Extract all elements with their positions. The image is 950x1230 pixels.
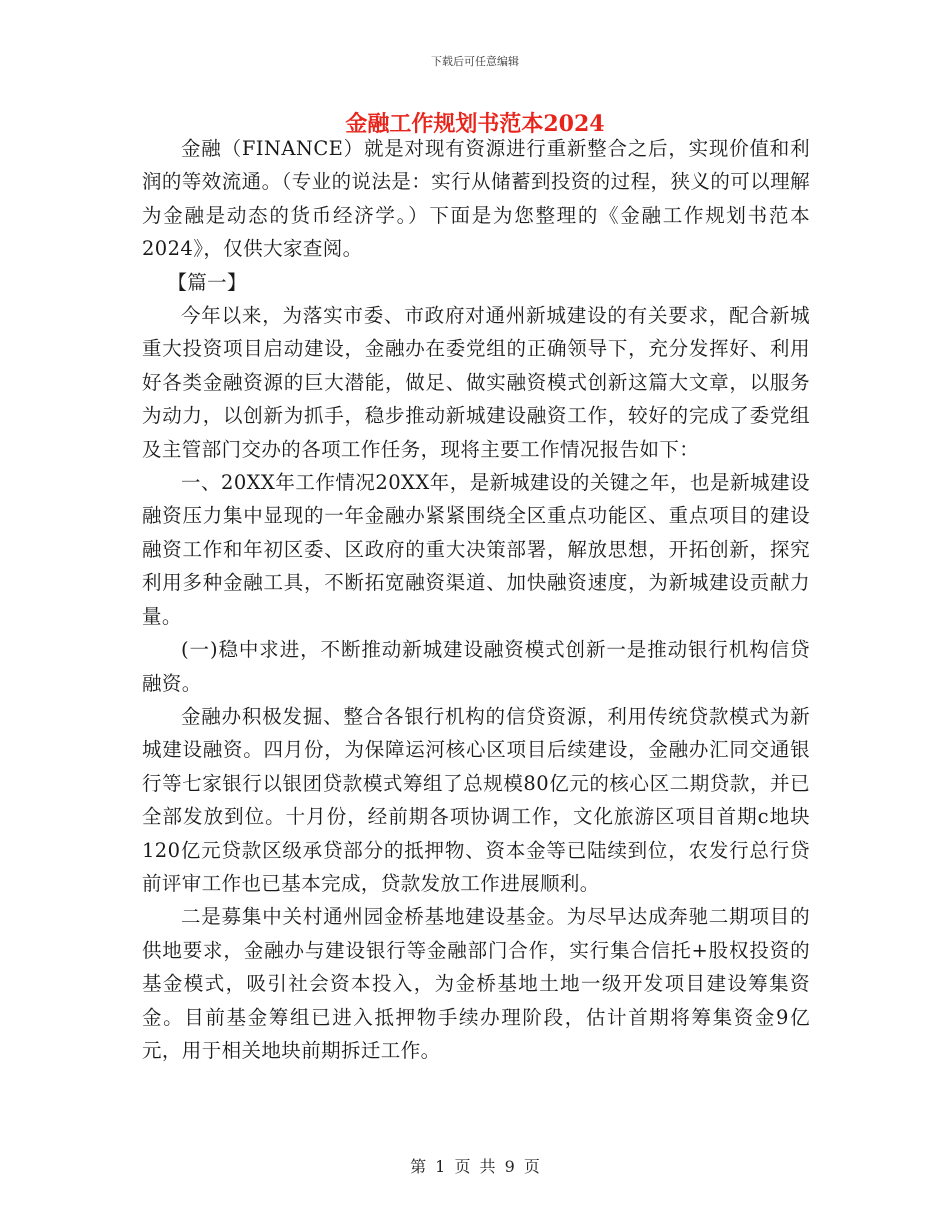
document-title: 金融工作规划书范本2024 (345, 111, 605, 137)
body-paragraph: (一)稳中求进，不断推动新城建设融资模式创新一是推动银行机构信贷融资。 (142, 638, 810, 695)
section-heading: 【篇一】 (167, 270, 247, 294)
intro-paragraph: 金融（FINANCE）就是对现有资源进行重新整合之后，实现价值和利润的等效流通。（专业的说法是：实行从储蓄到投资的过程，狭义的可以理解为金融是动态的货币经济学。）下面是为您整理的《金融工作规划书范本2024》，仅供大家查阅。 (142, 137, 810, 261)
body-paragraph: 今年以来，为落实市委、市政府对通州新城建设的有关要求，配合新城重大投资项目启动建设，金融办在委党组的正确领导下，充分发挥好、利用好各类金融资源的巨大潜能，做足、做实融资模式创新这篇大文章，以服务为动力，以创新为抓手，稳步推动新城建设融资工作，较好的完成了委党组及主管部门交办的各项工作任务，现将主要工作情况报告如下： (142, 304, 810, 461)
document-body (142, 132, 810, 1067)
body-paragraph: 二是募集中关村通州园金桥基地建设基金。为尽早达成奔驰二期项目的供地要求，金融办与建设银行等金融部门合作，实行集合信托+股权投资的基金模式，吸引社会资本投入，为金桥基地土地一级开发项目建设筹集资金。目前基金筹组已进入抵押物手续办理阶段，估计首期将筹集资金9亿元，用于相关地块前期拆迁工作。 (142, 905, 810, 1062)
body-paragraph: 一、20XX年工作情况20XX年，是新城建设的关键之年，也是新城建设融资压力集中显现的一年金融办紧紧围绕全区重点功能区、重点项目的建设融资工作和年初区委、区政府的重大决策部署，解放思想，开拓创新，探究利用多种金融工具，不断拓宽融资渠道、加快融资速度，为新城建设贡献力量。 (142, 471, 810, 628)
body-paragraph: 金融办积极发掘、整合各银行机构的信贷资源，利用传统贷款模式为新城建设融资。四月份，为保障运河核心区项目后续建设，金融办汇同交通银行等七家银行以银团贷款模式筹组了总规模80亿元的核心区二期贷款，并已全部发放到位。十月份，经前期各项协调工作，文化旅游区项目首期c地块120亿元贷款区级承贷部分的抵押物、资本金等已陆续到位，农发行总行贷前评审工作也已基本完成，贷款发放工作进展顺利。 (142, 704, 810, 895)
page-number-footer: 第 1 页 共 9 页 (410, 1157, 540, 1176)
page-header-note: 下载后可任意编辑 (431, 55, 519, 68)
